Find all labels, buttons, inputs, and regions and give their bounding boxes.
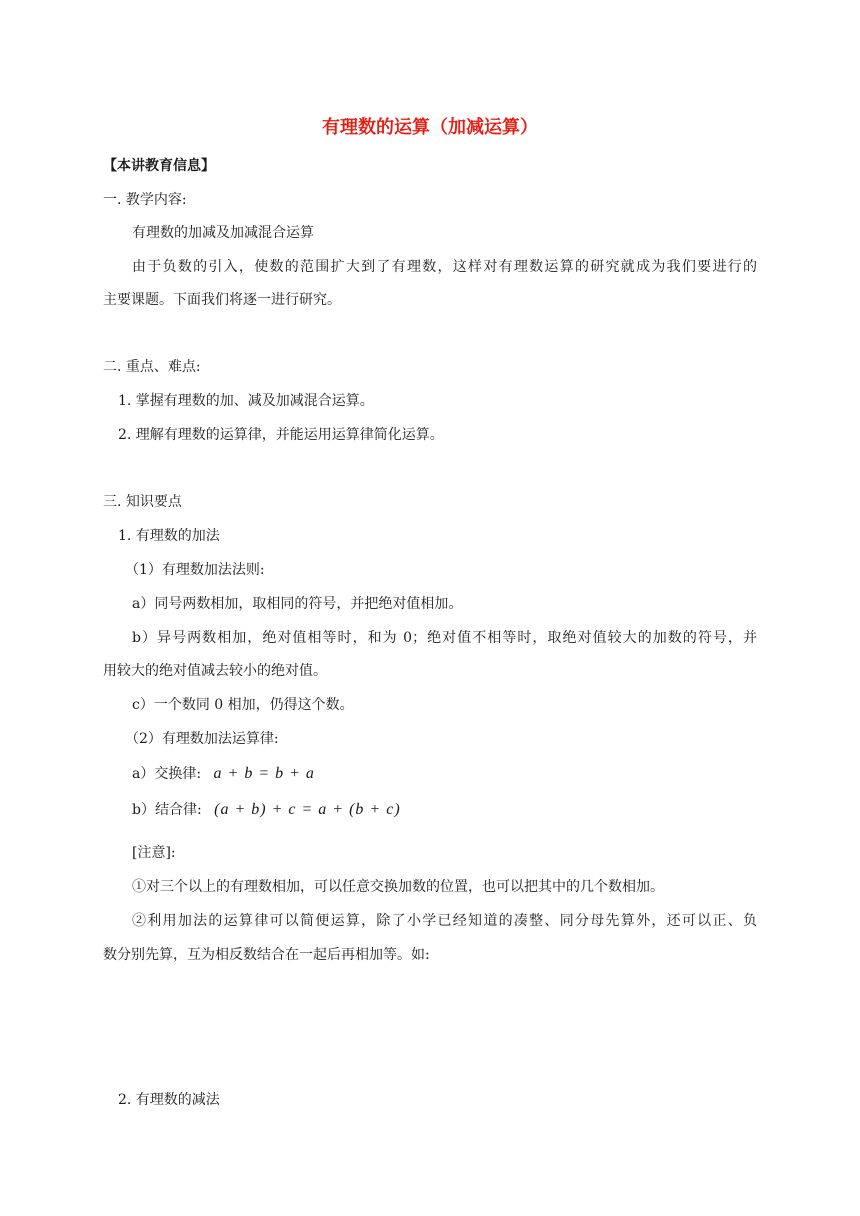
- subsection-subtraction: 2. 有理数的减法: [118, 1092, 220, 1108]
- rule-a: a）同号两数相加，取相同的符号，并把绝对值相加。: [132, 596, 463, 612]
- document-title: 有理数的运算（加减运算）: [322, 117, 538, 138]
- section1-paragraph-line1: 由于负数的引入，使数的范围扩大到了有理数，这样对有理数运算的研究就成为我们要进行的: [132, 259, 757, 275]
- section1-paragraph-line2: 主要课题。下面我们将逐一进行研究。: [103, 292, 341, 308]
- note-heading: [注意]:: [132, 845, 176, 861]
- addition-laws-heading: （2）有理数加法运算律:: [125, 731, 279, 747]
- info-header: 【本讲教育信息】: [103, 158, 215, 174]
- law-commutative: [132, 764, 315, 784]
- law-commutative-label: a）交换律:: [132, 766, 202, 782]
- section2-heading: 二. 重点、难点:: [103, 359, 201, 375]
- section2-item-2: 2. 理解有理数的运算律，并能运用运算律简化运算。: [118, 427, 444, 443]
- note-1: ①对三个以上的有理数相加，可以任意交换加数的位置，也可以把其中的几个数相加。: [132, 879, 664, 895]
- subsection-addition: 1. 有理数的加法: [118, 528, 220, 544]
- law-associative-label: b）结合律:: [132, 802, 202, 818]
- section3-heading: 三. 知识要点: [103, 494, 182, 510]
- section2-item-1: 1. 掌握有理数的加、减及加减混合运算。: [118, 393, 374, 409]
- addition-rules-heading: （1）有理数加法法则:: [125, 562, 265, 578]
- note-2-line1: ②利用加法的运算律可以简便运算，除了小学已经知道的凑整、同分母先算外，还可以正、负: [132, 913, 757, 929]
- note-2-line2: 数分别先算，互为相反数结合在一起后再相加等。如:: [103, 947, 430, 963]
- rule-b-line1: b）异号两数相加，绝对值相等时，和为 0；绝对值不相等时，取绝对值较大的加数的符号，并: [132, 630, 757, 646]
- section1-topic: 有理数的加减及加减混合运算: [132, 225, 314, 241]
- rule-c: c）一个数同 0 相加，仍得这个数。: [132, 697, 354, 713]
- rule-b-line2: 用较大的绝对值减去较小的绝对值。: [103, 663, 327, 679]
- section1-heading: 一. 教学内容:: [103, 192, 187, 208]
- associative-formula: (a + b) + c = a + (b + c): [214, 801, 401, 818]
- commutative-formula: a + b = b + a: [213, 765, 315, 782]
- law-associative: [132, 800, 401, 820]
